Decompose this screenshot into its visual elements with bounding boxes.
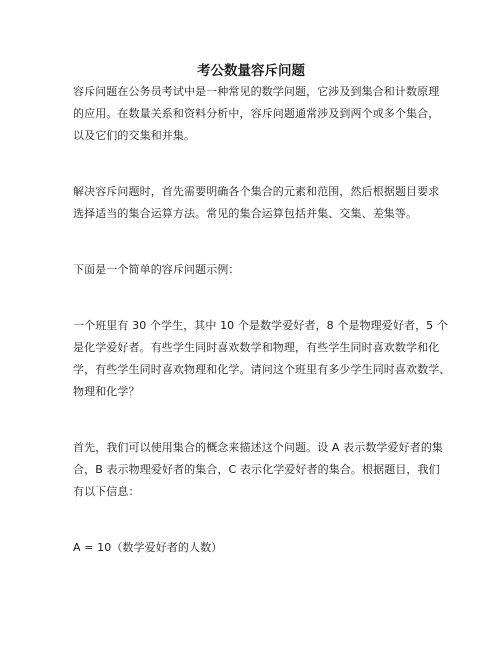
paragraph-5-line-3: 有以下信息： — [73, 485, 140, 498]
paragraph-4-line-4: 物理和化学？ — [73, 385, 140, 398]
paragraph-2-line-2: 选择适当的集合运算方法。常见的集合运算包括并集、交集、差集等。 — [73, 207, 418, 220]
paragraph-1-line-1: 容斥问题在公务员考试中是一种常见的数学问题，它涉及到集合和计数原理 — [73, 85, 440, 98]
paragraph-3-line-1: 下面是一个简单的容斥问题示例： — [73, 263, 240, 276]
paragraph-4-line-2: 是化学爱好者。有些学生同时喜欢数学和物理，有些学生同时喜欢数学和化 — [73, 341, 440, 354]
paragraph-5-line-2: 合，B 表示物理爱好者的集合，C 表示化学爱好者的集合。根据题目，我们 — [73, 463, 440, 476]
document-title: 考公数量容斥问题 — [197, 63, 305, 79]
paragraph-4-line-1: 一个班里有 30 个学生，其中 10 个是数学爱好者，8 个是物理爱好者，5 个 — [73, 319, 448, 332]
paragraph-1-line-2: 的应用。在数量关系和资料分析中，容斥问题通常涉及到两个或多个集合， — [73, 107, 440, 120]
paragraph-6-line-1: A = 10（数学爱好者的人数） — [73, 541, 223, 554]
paragraph-2-line-1: 解决容斥问题时，首先需要明确各个集合的元素和范围，然后根据题目要求 — [73, 185, 440, 198]
paragraph-4-line-3: 学，有些学生同时喜欢物理和化学。请问这个班里有多少学生同时喜欢数学、 — [73, 363, 451, 376]
paragraph-1-line-3: 以及它们的交集和并集。 — [73, 129, 196, 142]
paragraph-5-line-1: 首先，我们可以使用集合的概念来描述这个问题。设 A 表示数学爱好者的集 — [73, 441, 444, 454]
